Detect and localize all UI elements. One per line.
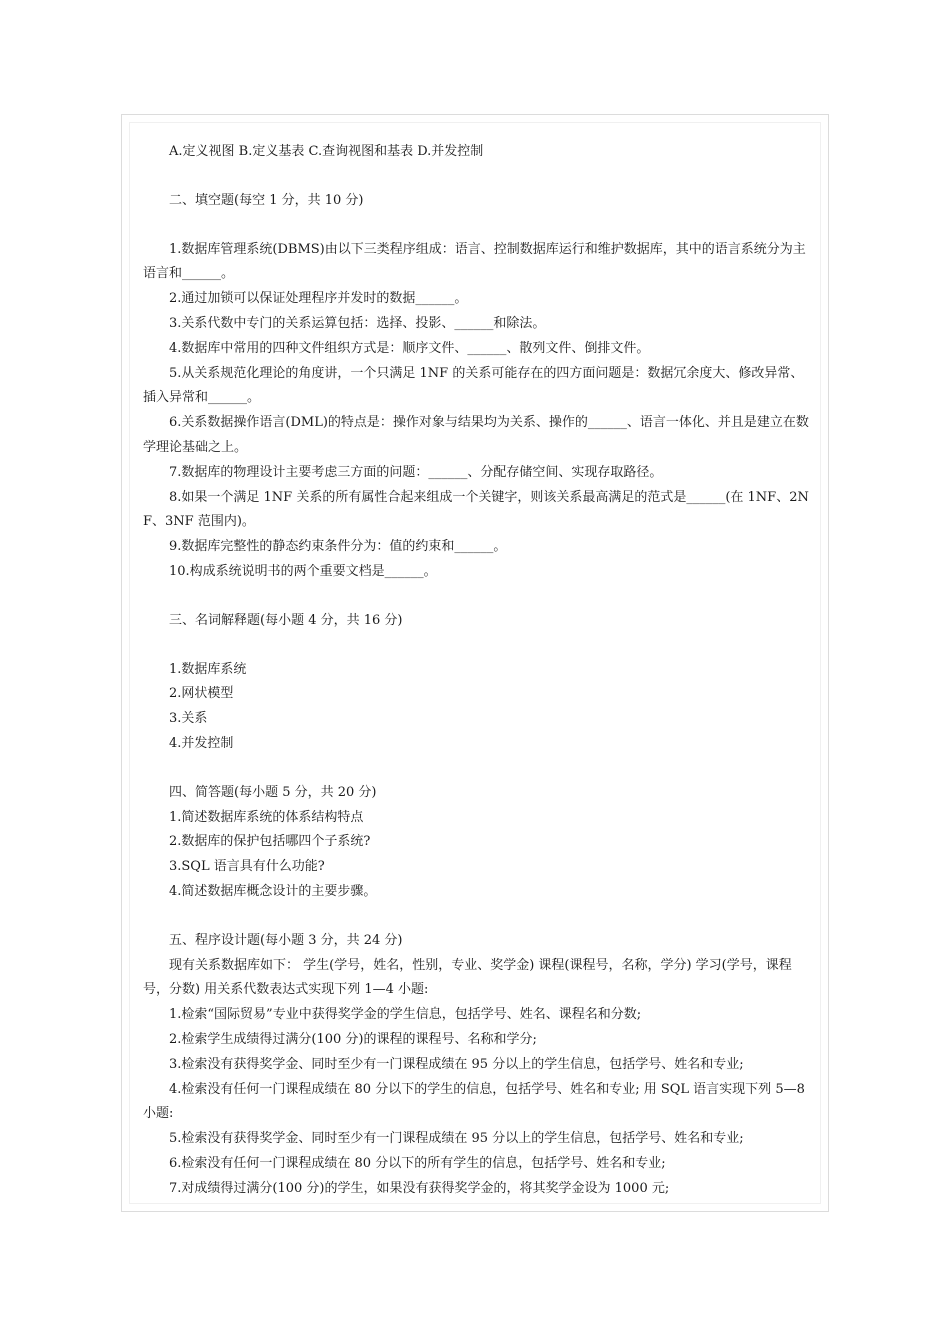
- program-item: 4.检索没有任何一门课程成绩在 80 分以下的学生的信息，包括学号、姓名和专业; 用 SQL 语言实现下列 5—8 小题:: [143, 1081, 805, 1122]
- fill-blank-item: 2.通过加锁可以保证处理程序并发时的数据______。: [169, 291, 468, 307]
- fill-blank-heading: 二、填空题(每空 1 分，共 10 分): [169, 192, 364, 208]
- short-answer-item: 3.SQL 语言具有什么功能?: [169, 859, 325, 875]
- short-answer-item: 4.简述数据库概念设计的主要步骤。: [169, 883, 377, 899]
- program-item: 7.对成绩得过满分(100 分)的学生，如果没有获得奖学金的，将其奖学金设为 1000 元;: [169, 1180, 670, 1196]
- fill-blank-item: 10.构成系统说明书的两个重要文档是______。: [169, 563, 437, 579]
- term-item: 2.网状模型: [169, 686, 234, 702]
- term-heading: 三、名词解释题(每小题 4 分，共 16 分): [169, 612, 403, 628]
- document-content: [143, 140, 811, 1201]
- fill-blank-item: 4.数据库中常用的四种文件组织方式是：顺序文件、______、散列文件、倒排文件。: [169, 340, 650, 356]
- fill-blank-item: 6.关系数据操作语言(DML)的特点是：操作对象与结果均为关系、操作的______、语言一体化、并且是建立在数学理论基础之上。: [143, 415, 809, 455]
- term-item: 3.关系: [169, 711, 208, 727]
- term-item: 1.数据库系统: [169, 661, 247, 677]
- program-item: 5.检索没有获得奖学金、同时至少有一门课程成绩在 95 分以上的学生信息，包括学号、姓名和专业;: [169, 1131, 744, 1147]
- program-heading: 五、程序设计题(每小题 3 分，共 24 分): [169, 932, 403, 948]
- program-item: 2.检索学生成绩得过满分(100 分)的课程的课程号、名称和学分;: [169, 1031, 537, 1047]
- fill-blank-item: 7.数据库的物理设计主要考虑三方面的问题：______、分配存储空间、实现存取路径。: [169, 464, 663, 480]
- short-answer-item: 1.简述数据库系统的体系结构特点: [169, 809, 364, 825]
- fill-blank-item: 1.数据库管理系统(DBMS)由以下三类程序组成：语言、控制数据库运行和维护数据库，其中的语言系统分为主语言和______。: [143, 241, 806, 282]
- program-item: 1.检索“国际贸易”专业中获得奖学金的学生信息，包括学号、姓名、课程名和分数;: [169, 1007, 642, 1023]
- program-item: 3.检索没有获得奖学金、同时至少有一门课程成绩在 95 分以上的学生信息，包括学号、姓名和专业;: [169, 1056, 744, 1072]
- fill-blank-item: 3.关系代数中专门的关系运算包括：选择、投影、______和除法。: [169, 315, 546, 331]
- short-answer-heading: 四、简答题(每小题 5 分，共 20 分): [169, 784, 377, 800]
- fill-blank-item: 9.数据库完整性的静态约束条件分为：值的约束和______。: [169, 539, 507, 555]
- program-item: 6.检索没有任何一门课程成绩在 80 分以下的所有学生的信息，包括学号、姓名和专业;: [169, 1155, 666, 1171]
- program-intro: 现有关系数据库如下： 学生(学号，姓名，性别，专业、奖学金) 课程(课程号，名称，学分) 学习(学号，课程号，分数) 用关系代数表达式实现下列 1—4 小题:: [143, 957, 792, 998]
- fill-blank-item: 8.如果一个满足 1NF 关系的所有属性合起来组成一个关键字，则该关系最高满足的范式是______(在 1NF、2NF、3NF 范围内)。: [143, 489, 809, 530]
- term-item: 4.并发控制: [169, 735, 234, 751]
- previous-question-options: A.定义视图 B.定义基表 C.查询视图和基表 D.并发控制: [169, 144, 484, 159]
- fill-blank-item: 5.从关系规范化理论的角度讲，一个只满足 1NF 的关系可能存在的四方面问题是：数据冗余度大、修改异常、插入异常和______。: [143, 365, 804, 406]
- short-answer-item: 2.数据库的保护包括哪四个子系统?: [169, 834, 371, 850]
